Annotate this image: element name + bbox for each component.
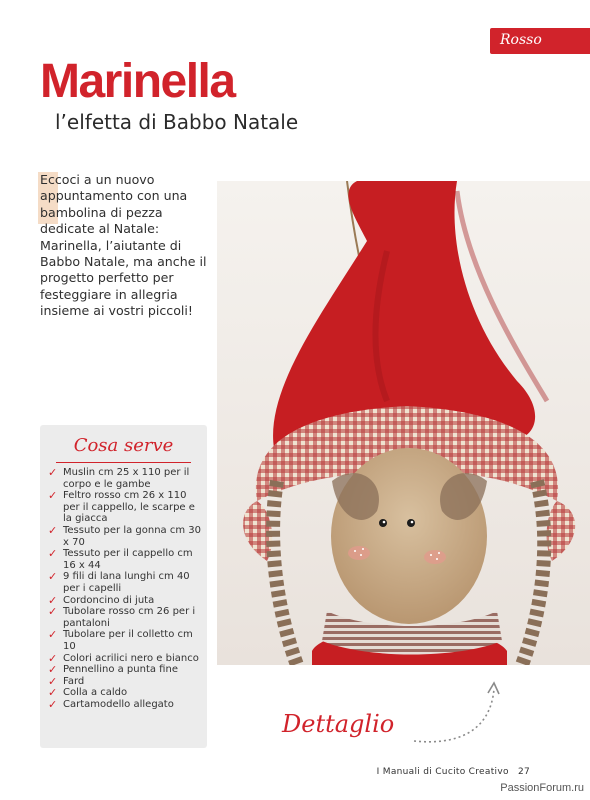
supply-item xyxy=(48,687,206,699)
check-icon: ✓ xyxy=(48,466,58,479)
check-icon: ✓ xyxy=(48,605,58,619)
intro-paragraph xyxy=(40,172,215,320)
supplies-panel xyxy=(40,425,207,748)
supply-item xyxy=(48,490,206,525)
check-icon: ✓ xyxy=(48,570,58,584)
page-footer xyxy=(377,767,530,777)
supply-item-text: Cordoncino di juta xyxy=(63,594,155,606)
supply-item-text: Tessuto per la gonna cm 30 x 70 xyxy=(63,524,202,548)
supplies-title: Cosa serve xyxy=(73,435,174,456)
check-icon: ✓ xyxy=(48,593,58,607)
check-icon: ✓ xyxy=(48,697,58,711)
curved-arrow-icon xyxy=(412,675,502,750)
check-icon: ✓ xyxy=(48,651,58,665)
publication-name: I Manuali di Cucito Creativo xyxy=(376,767,509,777)
supply-item xyxy=(48,629,206,652)
supply-item-text: Feltro rosso cm 26 x 110 per il cappello, le scarpe e la giacca xyxy=(63,490,195,525)
article-title: Marinella xyxy=(40,55,235,108)
supply-item xyxy=(48,595,206,607)
section-tab-label: Rosso xyxy=(500,32,542,48)
check-icon: ✓ xyxy=(48,686,58,700)
page-number: 27 xyxy=(517,767,530,777)
supply-item-text: Fard xyxy=(63,675,85,687)
supply-item-text: Colori acrilici nero e bianco xyxy=(63,652,199,664)
supply-item xyxy=(48,676,206,688)
check-icon: ✓ xyxy=(48,628,58,642)
check-icon: ✓ xyxy=(48,523,58,537)
supply-item-text: Tubolare rosso cm 26 per i pantaloni xyxy=(63,606,196,629)
intro-text: Eccoci a un nuovo appuntamento con una bambolina di pezza dedicate al Natale: Marinella, l’aiutante di Babbo Natale, ma anche il progetto perfetto per festeggiare in allegria insieme ai vostri piccoli! xyxy=(40,172,207,319)
supply-item-text: Tubolare per il colletto cm 10 xyxy=(63,629,193,652)
supply-item xyxy=(48,653,206,665)
supply-item-text: Colla a caldo xyxy=(63,687,128,699)
supply-item xyxy=(48,699,206,711)
supply-item xyxy=(48,548,206,571)
supply-item xyxy=(48,664,206,676)
supply-item-text: Muslin cm 25 x 110 per il corpo e le gambe xyxy=(63,467,190,490)
check-icon: ✓ xyxy=(48,663,58,677)
supply-item-text: Pennellino a punta fine xyxy=(63,664,178,676)
supply-item xyxy=(48,606,206,629)
check-icon: ✓ xyxy=(48,674,58,688)
supply-list xyxy=(48,467,206,710)
photo-detail-label: Dettaglio xyxy=(282,710,395,738)
supply-item-text: Cartamodello allegato xyxy=(63,698,174,710)
supplies-divider xyxy=(56,462,191,463)
elf-doll-photo xyxy=(217,181,590,665)
supply-item-text: Tessuto per il cappello cm 16 x 44 xyxy=(63,548,193,571)
watermark: PassionForum.ru xyxy=(500,782,584,794)
check-icon: ✓ xyxy=(48,489,58,503)
supply-item-text: 9 fili di lana lunghi cm 40 per i capelli xyxy=(63,571,190,594)
supply-item xyxy=(48,525,206,548)
section-tab xyxy=(490,28,590,54)
check-icon: ✓ xyxy=(48,547,58,561)
supply-item xyxy=(48,467,206,490)
supply-item xyxy=(48,571,206,594)
article-subtitle: l’elfetta di Babbo Natale xyxy=(55,110,299,134)
